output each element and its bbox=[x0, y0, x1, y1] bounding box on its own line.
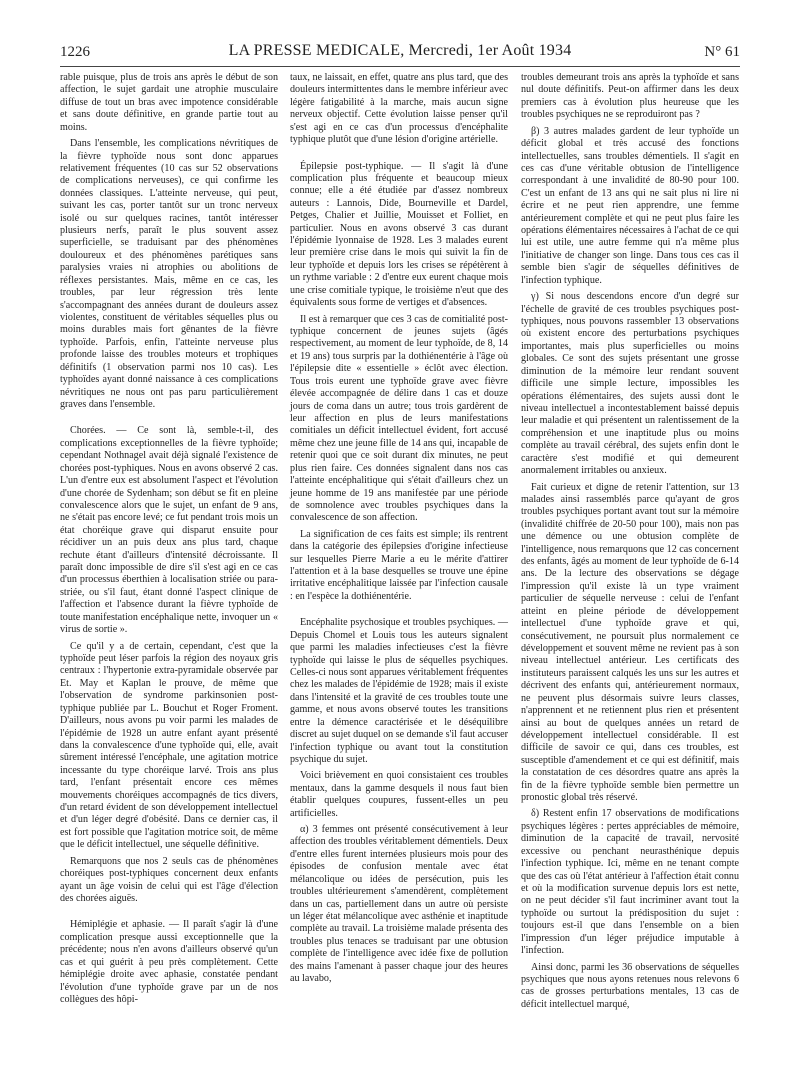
page-header bbox=[60, 42, 740, 62]
paragraph: Dans l'ensemble, les complications névritiques de la fièvre typhoïde nous sont donc apparues relativement fréquentes (10 cas sur 52 observations de complications nerveuses), ce qui confirme les données classiques. L'atteinte nerveuse, qui peut, suivant les cas, porter tantôt sur un tronc nerveux isolé ou sur quelques racines, tantôt intéresser plusieurs nerfs, paraît le plus souvent assez superficielle, se traduisant par des phénomènes douloureux et des phénomènes parétiques sans paralysies vraies ni atrophies ou abolitions de réflexes persistantes. Mais, même en ce cas, les troubles, par leur régression très lente s'accompagnant des années durant de douleurs assez violentes, constituent de véritables séquelles plus ou moins durables mais fort gênantes de la fièvre typhoïde. Parfois, enfin, l'atteinte nerveuse plus profonde laisse des troubles moteurs et trophiques définitifs (1 observation parmi nos 10 cas). Les typhoïdes ayant donné naissance à ces complications névritiques ne nous ont pas paru particulièrement graves dans l'ensemble. bbox=[60, 138, 278, 410]
paragraph: Il est à remarquer que ces 3 cas de comitialité post-typhique concernent de jeunes sujets (âgés respectivement, au moment de leur typhoïde, de 8, 14 et 19 ans) tous surpris par la dothiénentérie à l'âge où l'épilepsie dite « essentielle » éclôt avec élection. Tous trois eurent une typhoïde grave avec fièvre élevée accompagnée de délire dans 1 cas et douze jours de coma dans un autre; tous trois gardèrent de leur affection en plus de leurs manifestations comitiales un déficit intellectuel évident, fort accusé même chez une jeune fille de 14 ans qui, incapable de retenir quoi que ce soit durant dix minutes, ne peut plus rien faire. Ces données signalent dans nos cas l'atteinte encéphalitique qui s'était d'ailleurs chez un jeune homme de 19 ans manifestée par une période de somnolence avec troubles psychiques dans la convalescence de son affection. bbox=[290, 313, 508, 524]
paragraph: Voici brièvement en quoi consistaient ces troubles mentaux, dans la gamme desquels il nous faut bien établir quelques coupures, fussent-elles un peu artificielles. bbox=[290, 770, 508, 819]
column-2 bbox=[290, 72, 508, 990]
paragraph: Remarquons que nos 2 seuls cas de phénomènes choréiques post-typhiques concernent deux enfants ayant un âge voisin de celui qui est l'âge d'élection des chorées aiguës. bbox=[60, 855, 278, 904]
issue-number: N° 61 bbox=[704, 44, 740, 60]
paragraph: Ce qu'il y a de certain, cependant, c'est que la typhoïde peut léser parfois la région des noyaux gris centraux : l'hypertonie extra-pyramidale observée par Et. May et Kaplan le prouve, de même que l'observation de syndrome parkinsonien post-typhique publiée par L. Bouchut et Roger Froment. D'ailleurs, nous avons pu voir parmi les malades de l'épidémie de 1928 un autre enfant ayant présenté dans la convalescence d'une typhoïde qui, elle, avait sûrement intéressé l'encéphale, une agitation motrice incessante du type choréique larvé. Trois ans plus tard, l'enfant présentait encore ces mêmes mouvements choréiques accompagnés de tics divers, d'un retard évident de son développement intellectuel et d'un léger degré d'obésité. Dans ce dernier cas, il est fort possible que l'agitation motrice soit, de même que le déficit intellectuel, une séquelle définitive. bbox=[60, 640, 278, 851]
header-rule bbox=[60, 66, 740, 67]
paragraph: β) 3 autres malades gardent de leur typhoïde un déficit global et très accusé des fonctions intellectuelles, sans troubles démentiels. Il s'agit en ces cas d'une véritable obtusion de l'intelligence correspondant à une invalidité de 80-90 pour 100. C'est un enfant de 13 ans qui ne sait plus ni lire ni écrire et ne peut rien apprendre, une femme antérieurement complète et qui ne peut plus faire les opérations élémentaires nécessaires à l'achat de ce qui lui est utile, une autre femme qui n'a même plus l'initiative de changer son linge. Dans tous ces cas il semble bien s'agir de séquelles définitives de l'infection typhique. bbox=[521, 125, 739, 286]
paragraph: Ainsi donc, parmi les 36 observations de séquelles psychiques que nous ayons retenues nous relevons 6 cas de grosses perturbations mentales, 13 cas de déficit intellectuel marqué, bbox=[521, 961, 739, 1010]
section-encephalite: Encéphalite psychosique et troubles psychiques. — Depuis Chomel et Louis tous les auteurs signalent que parmi les maladies infectieuses c'est la fièvre typhoïde qui laisse le plus de séquelles psychiques. Celles-ci nous sont apparues véritablement fréquentes chez les malades de l'épidémie de 1928; mais il existe dans l'intensité et la gravité de ces troubles toute une gamme, et nous avons observé toutes les transitions entre la démence caractérisée et le déséquilibre discret au sujet duquel on se demande s'il faut accuser l'infection typhique ou avant tout la constitution psychique du sujet. bbox=[290, 617, 508, 765]
section-chorees: Chorées. — Ce sont là, semble-t-il, des complications exceptionnelles de la fièvre typhoïde; cependant Nothnagel avait déjà signalé l'existence de chorées post-typhiques. Nous en avons observé 2 cas. L'un d'entre eux est absolument l'aspect et l'évolution d'une chorée de Sydenham; son début se fit en pleine convalescence alors que le sujet, un enfant de 9 ans, ne s'était pas encore levé; ce fut pendant trois mois un état choréique grave qui disparut ensuite pour récidiver un an puis deux ans plus tard, chaque rechute étant d'ailleurs d'intensité décroissante. Il paraît donc impossible de dire s'il s'est agi en ce cas d'un processus éberthien à localisation striée ou para-striée, ou s'il faut, étant donné l'aspect clinique de l'affection et l'absence durant la fièvre typhoïde de toute manifestation encéphalique nette, invoquer un « virus de sortie ». bbox=[60, 425, 278, 636]
page-number: 1226 bbox=[60, 44, 90, 60]
paragraph: troubles demeurant trois ans après la typhoïde et sans nul doute définitifs. Peut-on affirmer dans les deux premiers cas à évolution plus heureuse que les troubles psychiques ne se reproduiront pas ? bbox=[521, 72, 739, 121]
column-1 bbox=[60, 72, 278, 1010]
paragraph: taux, ne laissait, en effet, quatre ans plus tard, que des douleurs intermittentes dans le membre inférieur avec légère fatigabilité à la marche, mais aucun signe nerveux objectif. Cette évolution laisse penser qu'il s'est agi en ce cas d'un processus d'encéphalite typhique plutôt que d'une lésion d'origine artérielle. bbox=[290, 72, 508, 146]
paragraph: δ) Restent enfin 17 observations de modifications psychiques légères : pertes appréciables de mémoire, diminution de la capacité de travail, nervosité excessive ou penchant neurasthénique depuis l'infection typhique. Ici, même en ne tenant compte que des cas où l'état antérieur à l'affection était connu et où la modification survenue depuis lors est nette, on ne peut décider s'il faut incriminer avant tout la typhoïde ou surtout la prédisposition du sujet : toujours est-il que dans l'ensemble on a bien l'impression d'un léger préjudice imputable à l'infection. bbox=[521, 808, 739, 957]
section-epilepsie: Épilepsie post-typhique. — Il s'agit là d'une complication plus fréquente et beaucoup mieux connue; elle a été étudiée par d'assez nombreux auteurs : Lannois, Dide, Bourneville et Dardel, Petges, Chalier et Juillie, Mouisset et Folliet, en particulier. Nous en avons observé 3 cas durant l'épidémie lyonnaise de 1928. Les 3 malades eurent leur première crise dans le mois qui suivit la fin de leur typhoïde et depuis lors les crises se répétèrent à un rythme variable : 2 d'entre eux eurent chaque mois une crise comitiale typique, le troisième n'eut que des équivalents sous forme de vertiges et d'absences. bbox=[290, 160, 508, 309]
section-hemiplegie: Hémiplégie et aphasie. — Il paraît s'agir là d'une complication presque aussi exceptionnelle que la précédente; nous n'en avons d'ailleurs observé qu'un cas et qui guérit à peu près complètement. Cette hémiplégie droite avec aphasie, constatée pendant l'évolution d'une typhoïde grave par un de nos collègues des hôpi- bbox=[60, 919, 278, 1005]
paragraph: Fait curieux et digne de retenir l'attention, sur 13 malades ainsi rassemblés parce qu'ayant de gros troubles psychiques portant avant tout sur la mémoire (invalidité chiffrée de 20-50 pour 100), mais non pas une démence ou une obtusion complète de l'intelligence, nous remarquons que 12 cas concernent des enfants, âgés au moment de leur typhoïde de 6-14 ans. De la lecture des observations se dégage l'impression qu'il existe là un type vraiment particulier de séquelle nerveuse : celui de l'enfant atteint en pleine période de développement intellectuel d'une typhoïde grave et qui, consécutivement, ne poursuit plus normalement ce développement et souvent même ne revient pas à son niveau intellectuel antérieur. Les certificats des instituteurs paraissent calqués les uns sur les autres et décrivent des enfants qui, antérieurement normaux, ne peuvent plus désormais suivre leurs classes, n'apprennent et ne retiennent plus rien et présentent ainsi au bout de quelques années un retard de développement intellectuel considérable. Il est difficile de savoir ce qui, dans ces troubles, est susceptible d'amendement et ce qui est définitif, mais la constatation de ces désordres quatre ans après la fin de la fièvre typhoïde semble bien permettre un pronostic global très réservé. bbox=[521, 481, 739, 804]
paragraph: α) 3 femmes ont présenté consécutivement à leur affection des troubles véritablement démentiels. Deux d'entre elles furent internées plusieurs mois pour des épisodes de confusion mentale avec état mélancolique ou idées de persécution, puis les troubles ultérieurement s'amendèrent, complètement dans un cas, partiellement dans un autre où persiste un léger état mélancolique avec asthénie et inaptitude complète au travail. La troisième malade présenta des troubles plus tenaces se traduisant par une obtusion complète de l'intelligence avec idée fixe de pollution des mains l'amenant à passer chaque jour des heures au lavabo, bbox=[290, 824, 508, 985]
journal-title: LA PRESSE MEDICALE, Mercredi, 1er Août 1934 bbox=[228, 42, 572, 59]
paragraph: La signification de ces faits est simple; ils rentrent dans la catégorie des épilepsies d'origine infectieuse sur lesquelles Pierre Marie a eu le mérite d'attirer l'attention et à la base desquelles se trouve une épine irritative encéphalitique laissée par l'infection causale : en l'espèce la dothiénentérie. bbox=[290, 528, 508, 602]
column-3 bbox=[521, 72, 739, 1015]
paragraph: γ) Si nous descendons encore d'un degré sur l'échelle de gravité de ces troubles psychiques post-typhiques, nous pouvons rassembler 13 observations où existent encore des perturbations psychiques importantes, mais plus superficielles ou moins globales. Ce sont des sujets présentant une grosse diminution de la mémoire leur rendant souvent difficile une simple lecture, impossibles les opérations élémentaires, des sujets aussi dont le niveau intellectuel a incontestablement baissé depuis leur maladie et qui présentent un ralentissement de la compréhension et une inaptitude plus ou moins complète au travail cérébral, des sujets enfin dont le caractère s'est modifié et qui demeurent anormalement irritables ou anxieux. bbox=[521, 291, 739, 477]
paragraph: rable puisque, plus de trois ans après le début de son affection, le sujet gardait une atrophie musculaire diffuse de tout un bras avec impotence considérable et sans doute définitive, en grande partie tout au moins. bbox=[60, 72, 278, 133]
